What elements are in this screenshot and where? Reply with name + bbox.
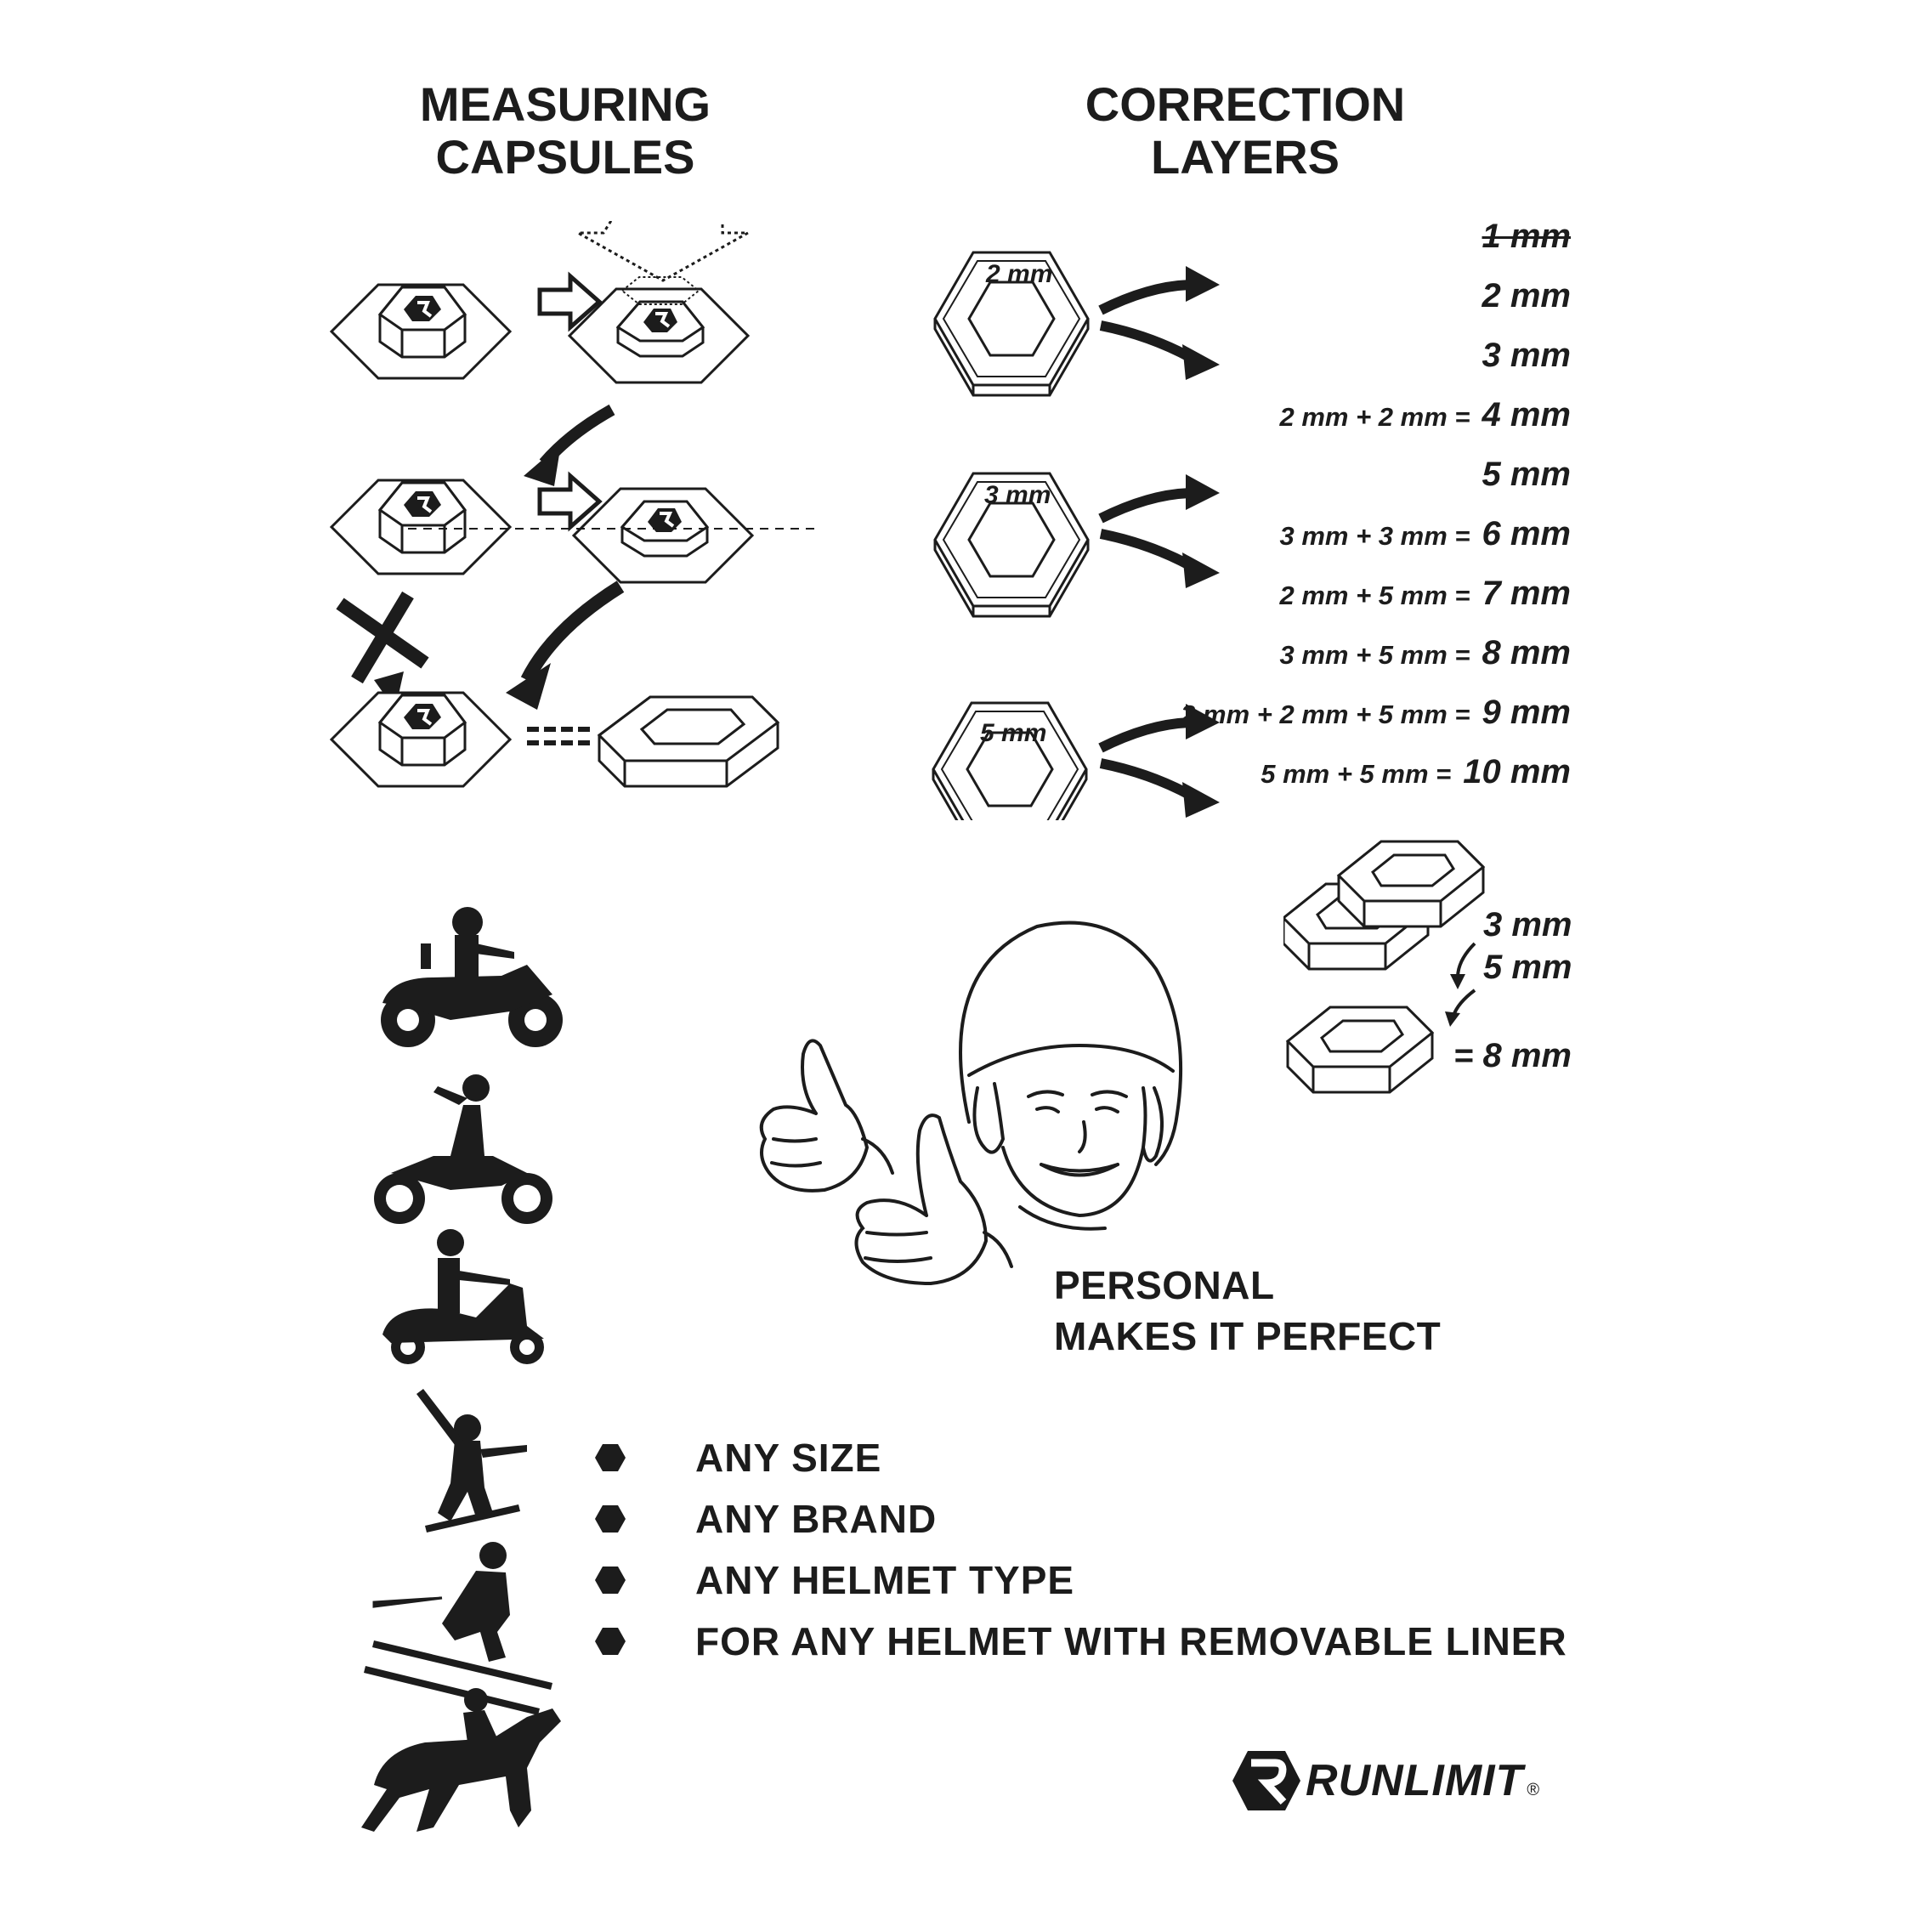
feature-item [595, 1557, 1074, 1603]
ring-3mm [1339, 841, 1483, 926]
thickness-total: 3 mm [1482, 337, 1571, 374]
heading-line: LAYERS [1150, 130, 1340, 184]
capsule-step-3 [331, 480, 510, 574]
layer-piece-label: 3 mm [984, 481, 1051, 509]
thickness-row [1482, 277, 1572, 315]
thickness-total: 2 mm [1482, 277, 1571, 314]
runlimit-logo-icon [1232, 1751, 1306, 1810]
feature-label: ANY BRAND [695, 1497, 938, 1541]
hexagon-bullet-icon [595, 1444, 626, 1471]
thickness-row [1279, 634, 1571, 672]
slogan-line: MAKES IT PERFECT [1054, 1314, 1442, 1358]
hexagon-bullet-icon [595, 1567, 626, 1594]
thickness-combo: 2 mm + 2 mm + 5 mm = [1181, 700, 1470, 729]
feature-label: FOR ANY HELMET WITH REMOVABLE LINER [695, 1619, 1567, 1663]
thickness-total: 9 mm [1482, 694, 1571, 731]
thickness-total: 7 mm [1482, 575, 1571, 612]
thickness-row [1279, 575, 1571, 613]
heading-line: CORRECTION [1085, 77, 1406, 131]
thickness-row [1482, 337, 1572, 375]
capsule-step-5 [331, 693, 510, 786]
activity-silhouettes [357, 892, 578, 1853]
thickness-combo: 2 mm + 5 mm = [1279, 581, 1470, 610]
measuring-capsules-heading [374, 78, 756, 184]
happy-helmet-face-illustration [714, 892, 1190, 1292]
heading-line: MEASURING [419, 77, 711, 131]
scooter-rider-icon [382, 1229, 544, 1364]
stack-top-label: 3 mm [1483, 906, 1572, 943]
measuring-steps-diagram [323, 221, 850, 816]
feature-item [595, 1496, 937, 1542]
feature-item [595, 1618, 1567, 1664]
skier-icon [364, 1542, 552, 1715]
thickness-total: 6 mm [1482, 515, 1571, 552]
thickness-total: 5 mm [1482, 456, 1571, 493]
double-arrow-icon [1101, 474, 1220, 588]
thickness-total: 4 mm [1482, 396, 1571, 433]
thickness-row [1482, 456, 1572, 494]
thickness-total: 1 mm [1482, 218, 1571, 255]
thickness-row [1279, 396, 1571, 434]
hexagon-bullet-icon [595, 1628, 626, 1655]
slogan-line: PERSONAL [1054, 1263, 1275, 1307]
correction-ring-result [599, 697, 778, 786]
stack-bottom-label: 5 mm [1483, 949, 1572, 986]
curved-arrow-icon [527, 586, 620, 680]
thickness-row [1261, 753, 1571, 791]
feature-label: ANY HELMET TYPE [695, 1558, 1075, 1602]
brand-logo [1232, 1751, 1539, 1810]
layer-stack-example [1283, 833, 1504, 1122]
thickness-total: 8 mm [1482, 634, 1571, 671]
layer-piece-label: 2 mm [986, 260, 1053, 288]
capsule-step-1 [331, 285, 510, 378]
motorcycle-rider-icon [381, 907, 563, 1047]
motocross-rider-icon [374, 1074, 552, 1224]
slogan [1054, 1260, 1441, 1362]
stack-result-label: = 8 mm [1453, 1037, 1572, 1074]
ring-8mm [1288, 1007, 1432, 1092]
thickness-combo: 3 mm + 5 mm = [1279, 640, 1470, 670]
skateboarder-icon [416, 1389, 527, 1533]
thickness-row [1279, 515, 1571, 553]
correction-layers-heading [1045, 78, 1445, 184]
feature-label: ANY SIZE [695, 1436, 882, 1480]
thickness-combo: 5 mm + 5 mm = [1261, 759, 1452, 789]
thickness-row-struck [1482, 218, 1572, 256]
double-arrow-icon [1101, 266, 1220, 380]
layer-piece-label: 5 mm [980, 719, 1047, 747]
brand-name: RUNLIMIT [1306, 1756, 1524, 1805]
heading-line: CAPSULES [435, 130, 695, 184]
thickness-combo: 3 mm + 3 mm = [1279, 521, 1470, 551]
registered-mark: ® [1527, 1780, 1540, 1799]
feature-item [595, 1435, 881, 1481]
thickness-combo: 2 mm + 2 mm = [1279, 402, 1470, 432]
hexagon-bullet-icon [595, 1505, 626, 1533]
thickness-row [1181, 694, 1571, 732]
thickness-total: 10 mm [1463, 753, 1571, 790]
